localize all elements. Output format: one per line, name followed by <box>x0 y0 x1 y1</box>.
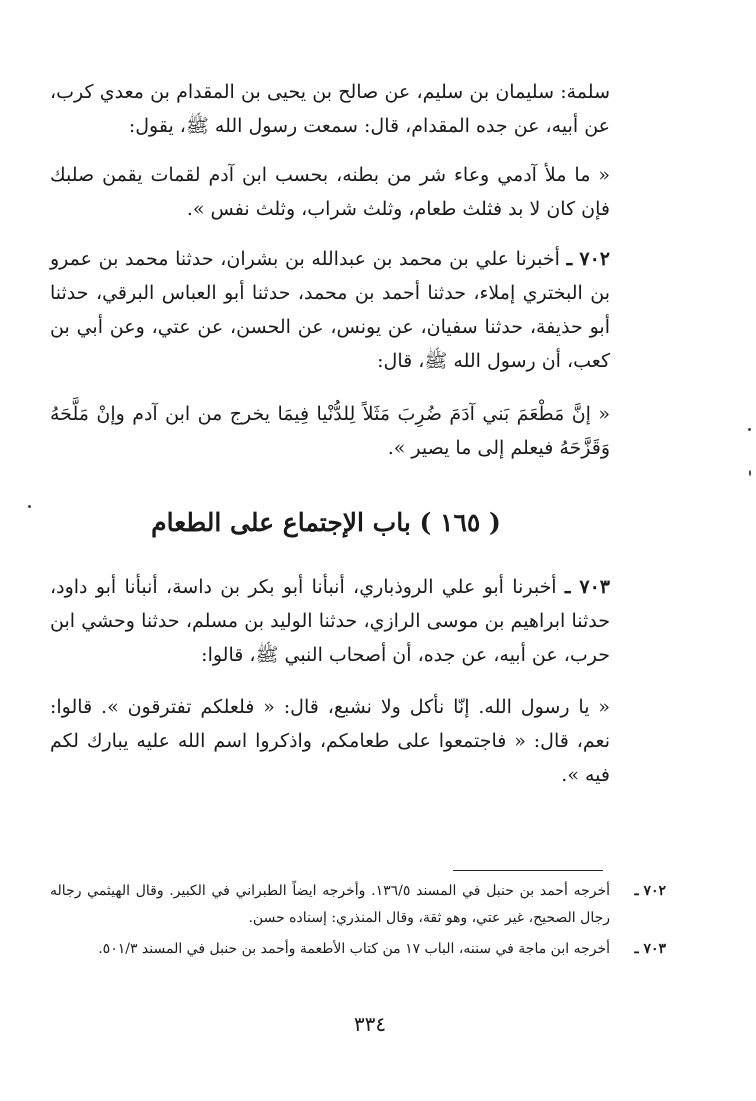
footnote-number: ٧٠٣ ـ <box>634 941 666 957</box>
hadith-text-2 <box>50 397 610 465</box>
page-number: ٣٣٤ <box>353 1012 387 1036</box>
footnote-number: ٧٠٢ ـ <box>634 883 666 899</box>
paragraph-text: « ما ملأ آدمي وعاء شر من بطنه، بحسب ابن آدم لقمات يقمن صلبك فإن كان لا بد فثلث طعام، وثلث شراب، وثلث نفس ». <box>50 164 610 220</box>
paragraph-text: « إنَّ مَطْعَمَ بَني آدَمَ ضُرِبَ مَثَلاً لِلدُّنْيا فِيمَا يخرج من ابن آدم وإنْ مَلَّحَهُ وَقَزَّحَهُ فيعلم إلى ما يصير ». <box>50 403 610 459</box>
paragraph-text: أخبرنا أبو علي الروذباري، أنبأنا أبو بكر بن داسة، أنبأنا أبو داود، حدثنا ابراهيم بن موسى الرازي، حدثنا الوليد بن مسلم، حدثنا وحشي ابن حرب، عن أبيه، عن جده، أن أصحاب النبي ﷺ، قالوا: <box>50 576 610 666</box>
hadith-number: ٧٠٢ ـ <box>566 248 610 270</box>
hadith-702 <box>50 242 610 378</box>
scan-speck <box>748 428 751 431</box>
paragraph-text: أخبرنا علي بن محمد بن عبدالله بن بشران، حدثنا محمد بن عمرو بن البختري إملاء، حدثنا أحمد بن محمد، حدثنا أبو العباس البرقي، حدثنا أبو حذيفة، حدثنا سفيان، عن يونس، عن الحسن، عن عتي، وعن أبي بن كعب، أن رسول الله ﷺ، قال: <box>50 248 610 372</box>
footnote-text: أخرجه أحمد بن حنبل في المسند ١٣٦/٥. وأخرجه ايضاً الطبراني في الكبير. وقال الهيثمي رجاله رجال الصحيح، غير عتي، وهو ثقة، وقال المنذري: إسناده حسن. <box>50 883 610 926</box>
hadith-text-3 <box>50 690 610 792</box>
chapter-heading: ( ١٦٥ ) باب الإجتماع على الطعام <box>151 508 501 537</box>
scan-speck <box>28 505 31 508</box>
hadith-703 <box>50 570 610 672</box>
scan-speck <box>749 470 751 476</box>
paragraph-1 <box>50 75 610 143</box>
footnote-703 <box>50 936 666 963</box>
footnote-text: أخرجه ابن ماجة في سننه، الباب ١٧ من كتاب الأطعمة وأحمد بن حنبل في المسند ٥٠١/٣. <box>98 941 610 957</box>
paragraph-text: « يا رسول الله. إنّا نأكل ولا نشبع، قال: « فلعلكم تفترقون ». قالوا: نعم، قال: « فاجتمعوا على طعامكم، واذكروا اسم الله عليه يبارك لكم فيه ». <box>50 696 610 786</box>
paragraph-text: سلمة: سليمان بن سليم، عن صالح بن يحيى بن المقدام بن معدي كرب، عن أبيه، عن جده المقدام، قال: سمعت رسول الله ﷺ، يقول: <box>50 81 610 137</box>
footnote-separator <box>453 870 603 871</box>
footnote-702 <box>50 878 666 932</box>
hadith-text-1 <box>50 158 610 226</box>
hadith-number: ٧٠٣ ـ <box>564 576 610 598</box>
